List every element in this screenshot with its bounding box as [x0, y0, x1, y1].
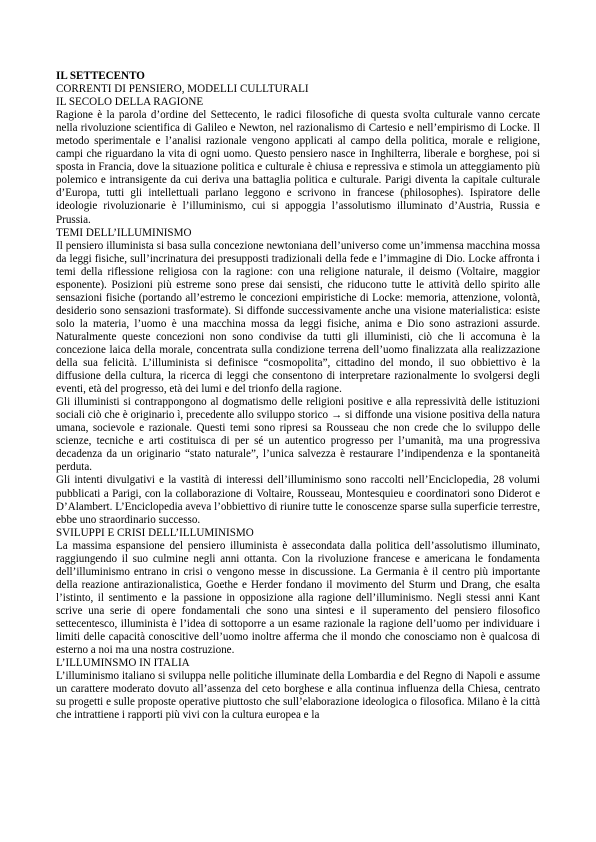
- section-heading-illuminismo-italia: L’ILLUMINSMO IN ITALIA: [56, 657, 190, 670]
- paragraph-secolo-ragione: Ragione è la parola d’ordine del Settecento, le radici filosofiche di questa svolta culturale vanno cercate nella rivoluzione scientifica di Galileo e Newton, nel razionalismo di Cartesio e nell’empirismo di Locke. Il metodo sperimentale e l’analisi razionale vengono applicati al campo della politica, morale e religione, campi che riguardano la vita di ogni uomo. Questo pensiero nasce in Inghilterra, liberale e borghese, poi si sposta in Francia, dove la situazione politica e culturale è chiusa e repressiva e stimola un atteggiamento più polemico e intransigente da cui deriva una battaglia politica e culturale. Parigi diventa la capitale culturale d’Europa, tutti gli intellettuali parlano leggono e scrivono in francese (philosophes). Ispiratore delle ideologie rivoluzionarie è l’illuminismo, cui si appoggia l’assolutismo illuminato d’Austria, Russia e Prussia.: [56, 109, 540, 226]
- section-heading-temi-illuminismo: TEMI DELL’ILLUMINISMO: [56, 226, 192, 239]
- paragraph-sviluppi-crisi: La massima espansione del pensiero illuminista è assecondata dalla politica dell’assolutismo illuminato, raggiungendo il suo culmine negli anni ottanta. Con la rivoluzione francese e americana le fondamenta dell’illuminismo entrano in crisi o vengono messe in discussione. La Germania è il centro più importante della reazione antirazionalistica, Goethe e Herder fondano il movimento del Sturm und Drang, che esalta l’istinto, il sentimento e la passione in opposizione alla ragione dell’illuminismo. Negli stessi anni Kant scrive una serie di opere fondamentali che sono una sintesi e il superamento del pensiero filosofico settecentesco, illuminista è l’idea di sottoporre a un esame razionale la ragione dell’uomo per individuare i limiti delle capacità conoscitive dell’uomo inoltre afferma che il mondo che conosciamo non è qualcosa di esterno a noi ma una nostra costruzione.: [56, 539, 540, 657]
- paragraph-temi-1: Il pensiero illuminista si basa sulla concezione newtoniana dell’universo come un’immensa macchina mossa da leggi fisiche, sull’incrinatura dei presupposti tradizionali della fede e l’immagine di Dio. Locke affronta i temi della riflessione religiosa con la ragione: con una religione naturale, il deismo (Voltaire, maggior esponente). Posizioni più estreme sono prese dai sensisti, che riducono tutte le attività dello spirito alle sensazioni fisiche (portando all’estremo le concezioni empiristiche di Locke: memoria, attenzione, volontà, desiderio sono sensazioni trasformate). Si diffonde successivamente anche una visione materialistica: esiste solo la materia, l’uomo è una macchina mossa da leggi fisiche, anima e Dio sono astrazioni assurde. Naturalmente queste concezioni non sono condivise da tutti gli illuministi, ciò che li accomuna è la concezione laica della morale, concentrata sulla condizione terrena dell’uomo finalizzata alla realizzazione della sua felicità. L’illuminista si definisce “cosmopolita”, cittadino del mondo, il suo obbiettivo è la diffusione della cultura, la ricerca di leggi che consentono di interpretare razionalmente lo svolgersi degli eventi, età del progresso, età dei lumi e del trionfo della ragione.: [56, 239, 540, 396]
- section-heading-secolo-ragione: IL SECOLO DELLA RAGIONE: [56, 96, 204, 109]
- document-title: IL SETTECENTO: [56, 70, 145, 82]
- document-subtitle: CORRENTI DI PENSIERO, MODELLI CULLTURALI: [56, 83, 309, 96]
- paragraph-temi-3: Gli intenti divulgativi e la vastità di interessi dell’illuminismo sono raccolti nell’Enciclopedia, 28 volumi pubblicati a Parigi, con la collaborazione di Voltaire, Rousseau, Montesquieu e coordinatori sono Diderot e D’Alambert. L’Enciclopedia aveva l’obbiettivo di riunire tutte le conoscenze sparse sulla superficie terrestre, ebbe uno straordinario successo.: [56, 474, 540, 526]
- document-page: [56, 70, 540, 722]
- section-heading-sviluppi-crisi: SVILUPPI E CRISI DELL’ILLUMINISMO: [56, 526, 254, 539]
- paragraph-illuminismo-italia: L’illuminismo italiano si sviluppa nelle politiche illuminate della Lombardia e del Regno di Napoli e assume un carattere moderato dovuto all’assenza del ceto borghese e alla continua influenza della Chiesa, centrato su progetti e sulle proposte operative piuttosto che sull’elaborazione ideologica o filosofica. Milano è la città che intrattiene i rapporti più vivi con la cultura europea e la: [56, 670, 540, 722]
- paragraph-temi-2: Gli illuministi si contrappongono al dogmatismo delle religioni positive e alla repressività delle istituzioni sociali ciò che è originario ì, precedente allo sviluppo storico → si diffonde una visione positiva della natura umana, socievole e razionale. Questi temi sono ripresi sa Rousseau che non crede che lo sviluppo delle scienze, tecniche e arti costituisca di per sé un autentico progresso per l’umanità, ma una progressiva decadenza da un originario “stato naturale”, l’unica salvezza è restaurare l’indipendenza e la spontaneità perduta.: [56, 396, 540, 474]
